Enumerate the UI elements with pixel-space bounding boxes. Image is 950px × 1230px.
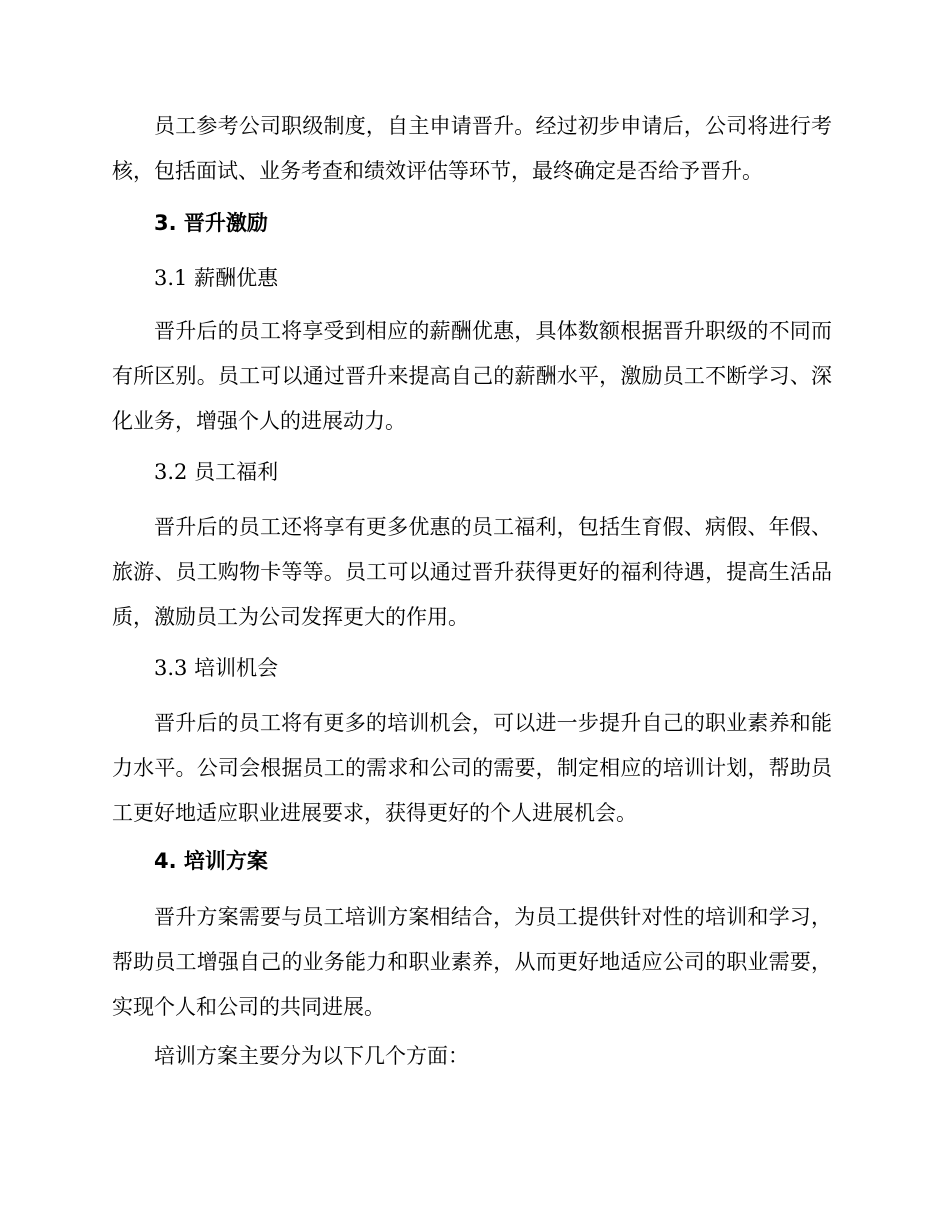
body-paragraph: 晋升后的员工将享受到相应的薪酬优惠，具体数额根据晋升职级的不同而有所区别。员工可以通过晋升来提高自己的薪酬水平，激励员工不断学习、深化业务，增强个人的进展动力。 [112,319,832,433]
subsection-heading: 3.3 培训机会 [154,656,279,680]
body-paragraph: 培训方案主要分为以下几个方面： [154,1044,469,1068]
subheading-training-opportunities [112,646,832,691]
section-heading: 4. 培训方案 [154,849,268,873]
paragraph-employee-welfare [112,505,832,640]
body-paragraph: 晋升后的员工还将享有更多优惠的员工福利，包括生育假、病假、年假、旅游、员工购物卡等等。员工可以通过晋升获得更好的福利待遇，提高生活品质，激励员工为公司发挥更大的作用。 [112,515,832,629]
paragraph-training-opportunities [112,701,832,836]
paragraph-training-plan [112,895,832,1030]
section-heading-training-plan [112,839,832,884]
subsection-heading: 3.2 员工福利 [154,460,279,484]
subheading-salary-benefits [112,256,832,301]
section-heading-promotion-incentives [112,201,832,246]
body-paragraph: 晋升方案需要与员工培训方案相结合，为员工提供针对性的培训和学习，帮助员工增强自己的业务能力和职业素养，从而更好地适应公司的职业需要，实现个人和公司的共同进展。 [112,905,832,1019]
paragraph-application-process [112,104,832,194]
section-heading: 3. 晋升激励 [154,211,268,235]
paragraph-training-aspects-intro [112,1034,832,1079]
body-paragraph: 晋升后的员工将有更多的培训机会，可以进一步提升自己的职业素养和能力水平。公司会根据员工的需求和公司的需要，制定相应的培训计划，帮助员工更好地适应职业进展要求，获得更好的个人进展机会。 [112,711,832,825]
subheading-employee-welfare [112,450,832,495]
paragraph-salary-benefits [112,309,832,444]
body-paragraph: 员工参考公司职级制度，自主申请晋升。经过初步申请后，公司将进行考核，包括面试、业务考查和绩效评估等环节，最终确定是否给予晋升。 [112,114,832,183]
subsection-heading: 3.1 薪酬优惠 [154,266,279,290]
